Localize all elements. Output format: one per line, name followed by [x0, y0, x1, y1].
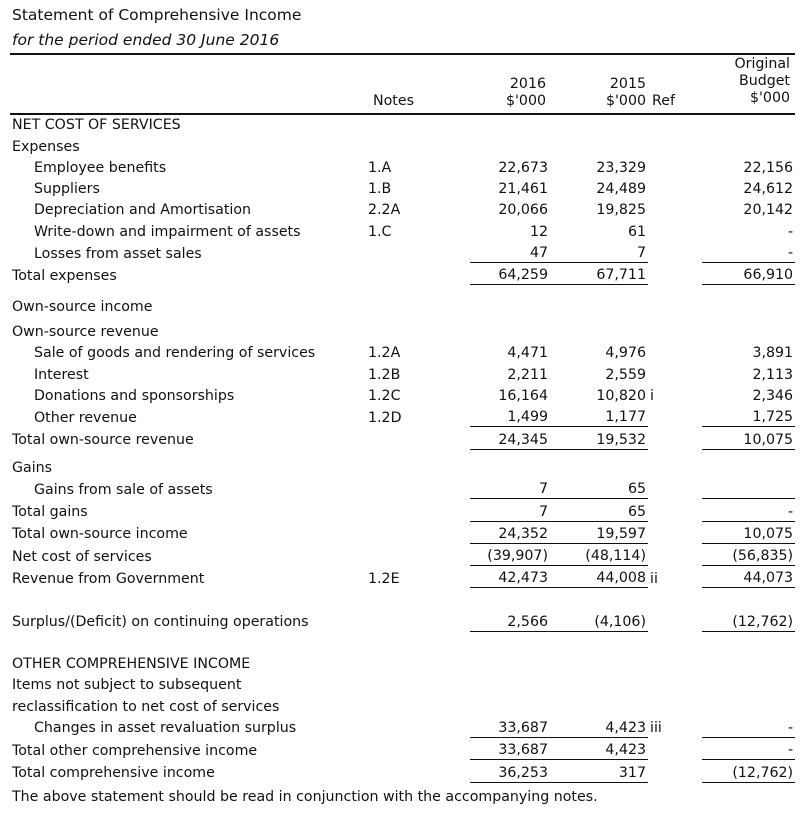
table-row: Suppliers 1.B 21,461 24,489 24,612 — [34, 181, 794, 198]
table-row: Interest 1.2B 2,211 2,559 2,113 — [34, 366, 794, 383]
subsection-heading: Items not subject to subsequent — [12, 677, 242, 694]
subsection-heading: Expenses — [12, 138, 80, 155]
spacer — [10, 285, 795, 295]
total-row: Total expenses 64,259 67,711 66,910 — [10, 263, 795, 285]
top-rule — [10, 53, 795, 55]
header-2015: 2015 $'000 — [605, 76, 646, 109]
total-row: Total own-source revenue 24,345 19,532 10,075 — [10, 427, 795, 449]
subsection-heading: reclassification to net cost of services — [12, 698, 280, 715]
table-row: Changes in asset revaluation surplus 33,687 4,423 iii - — [10, 716, 795, 738]
total-row: Total own-source income 24,352 19,597 10,075 — [10, 521, 795, 543]
statement-table — [10, 113, 795, 783]
subsection-heading: Gains — [12, 459, 53, 476]
total-row: Total comprehensive income 36,253 317 (12,762) — [10, 760, 795, 782]
table-row: Gains from sale of assets 7 65 — [34, 481, 646, 498]
table-row: Employee benefits 1.A 22,673 23,329 22,156 — [34, 159, 794, 176]
header-2016: 2016 $'000 — [505, 76, 546, 109]
header-notes: Notes — [373, 93, 414, 109]
statement-title: Statement of Comprehensive Income — [12, 6, 302, 24]
table-row: Donations and sponsorships 1.2C 16,164 10,820 i 2,346 — [34, 388, 794, 405]
spacer — [10, 588, 795, 610]
header-budget: Original Budget $'000 — [734, 56, 790, 106]
subsection-heading: Own-source income — [12, 299, 153, 316]
subsection-heading: Own-source revenue — [12, 324, 159, 341]
table-row: Other revenue 1.2D 1,499 1,177 1,725 — [34, 409, 794, 426]
total-row: Total other comprehensive income 33,687 4,423 - — [10, 737, 795, 759]
header-ref: Ref — [652, 93, 675, 109]
table-row: Depreciation and Amortisation 2.2A 20,066 19,825 20,142 — [34, 202, 794, 219]
table-row: Sale of goods and rendering of services 1.2A 4,471 4,976 3,891 — [34, 345, 794, 362]
footnote: The above statement should be read in conjunction with the accompanying notes. — [12, 789, 598, 805]
statement-subtitle: for the period ended 30 June 2016 — [12, 31, 280, 49]
total-row: Net cost of services (39,907) (48,114) (56,835) — [10, 543, 795, 565]
section-heading: OTHER COMPREHENSIVE INCOME — [12, 656, 251, 673]
table-row: Losses from asset sales 47 7 - — [34, 245, 794, 262]
section-heading: NET COST OF SERVICES — [12, 117, 181, 134]
table-row: Revenue from Government 1.2E 42,473 44,008 ii 44,073 — [10, 566, 795, 588]
table-row: Write-down and impairment of assets 1.C 12 61 - — [34, 223, 794, 240]
spacer — [10, 631, 795, 652]
total-row: Surplus/(Deficit) on continuing operations 2,566 (4,106) (12,762) — [10, 609, 795, 631]
total-row: Total gains 7 65 - — [10, 499, 795, 521]
